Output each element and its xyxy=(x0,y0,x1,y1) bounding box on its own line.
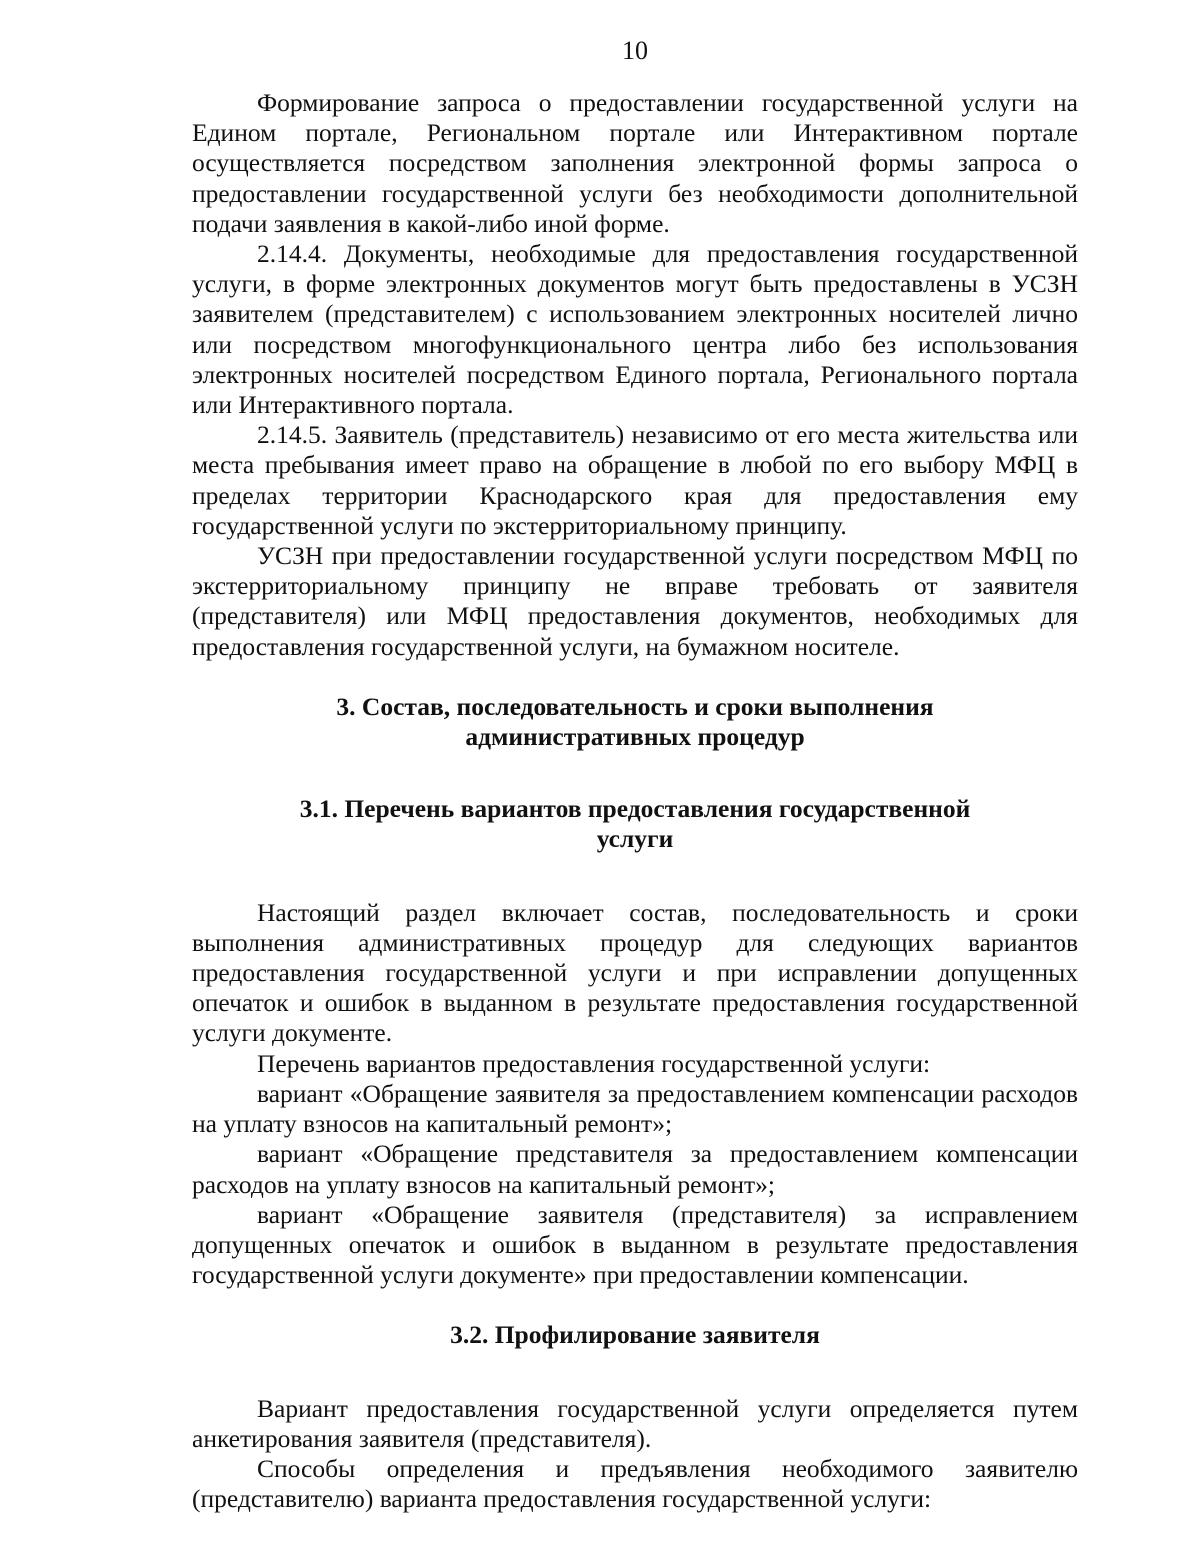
section-3-heading: 3. Состав, последовательность и сроки выполнения административных процедур xyxy=(336,691,934,752)
paragraph-2-14-4: 2.14.4. Документы, необходимые для предоставления государственной услуги, в форме электронных документов могут быть предоставлены в УСЗН заявителем (представителем) с использованием электронных носителей лично или посредством многофункционального центра либо без использования электронных носителей посредством Единого портала, Регионального портала или Интерактивного портала. xyxy=(192,239,1078,420)
document-body xyxy=(192,88,1078,1514)
list-item-variant-correction: вариант «Обращение заявителя (представителя) за исправлением допущенных опечаток и ошибок в выданном в результате предоставления государственной услуги документе» при предоставлении компенсации. xyxy=(192,1199,1078,1290)
section-3-1-heading: 3.1. Перечень вариантов предоставления государственной услуги xyxy=(299,794,971,854)
paragraph-variants-list-intro: Перечень вариантов предоставления государственной услуги: xyxy=(257,1048,931,1078)
list-item-variant-applicant: вариант «Обращение заявителя за предоставлением компенсации расходов на уплату взносов на капитальный ремонт»; xyxy=(192,1078,1078,1139)
section-3-2-heading: 3.2. Профилирование заявителя xyxy=(450,1320,820,1350)
paragraph-extraterritorial: УСЗН при предоставлении государственной услуги посредством МФЦ по экстерриториальному принципу не вправе требовать от заявителя (представителя) или МФЦ предоставления документов, необходимых для предоставления государственной услуги, на бумажном носителе. xyxy=(192,541,1078,661)
paragraph-determination-methods: Способы определения и предъявления необходимого заявителю (представителю) варианта предоставления государственной услуги: xyxy=(192,1453,1078,1514)
paragraph-2-14-5: 2.14.5. Заявитель (представитель) независимо от его места жительства или места пребывания имеет право на обращение в любой по его выбору МФЦ в пределах территории Краснодарского края для предоставления ему государственной услуги по экстерриториальному принципу. xyxy=(192,420,1078,540)
paragraph-section-scope: Настоящий раздел включает состав, последовательность и сроки выполнения административных процедур для следующих вариантов предоставления государственной услуги и при исправлении допущенных опечаток и ошибок в выданном в результате предоставления государственной услуги документе. xyxy=(192,897,1078,1048)
list-item-variant-representative: вариант «Обращение представителя за предоставлением компенсации расходов на уплату взносов на капитальный ремонт»; xyxy=(192,1139,1078,1199)
paragraph-variant-determination: Вариант предоставления государственной услуги определяется путем анкетирования заявителя (представителя). xyxy=(192,1393,1078,1453)
page-number: 10 xyxy=(622,36,648,65)
paragraph-portal-request: Формирование запроса о предоставлении государственной услуги на Едином портале, Региональном портале или Интерактивном портале осуществляется посредством заполнения электронной формы запроса о предоставлении государственной услуги без необходимости дополнительной подачи заявления в какой-либо иной форме. xyxy=(192,88,1078,238)
